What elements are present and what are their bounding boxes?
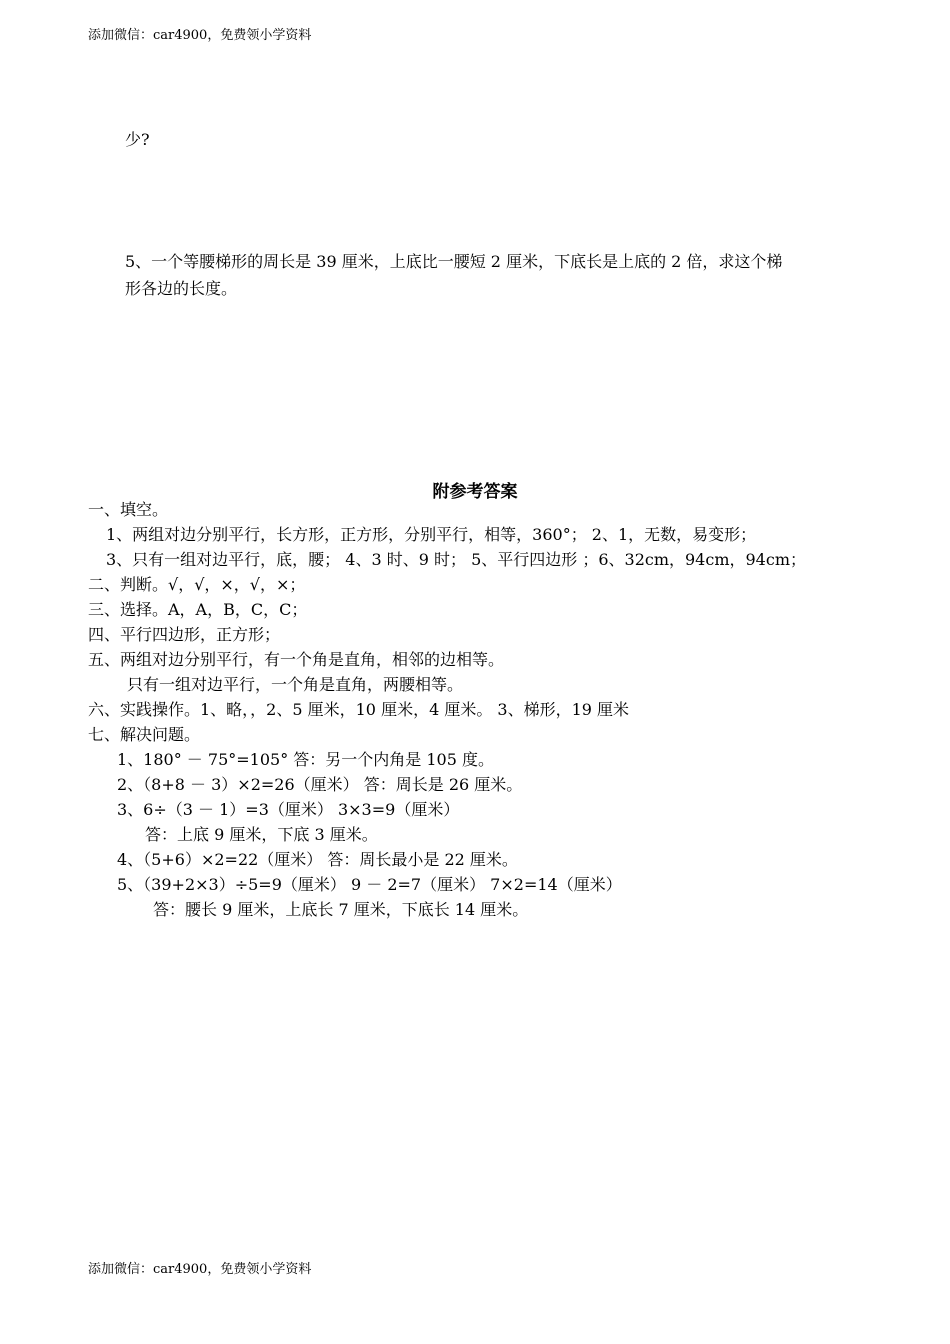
answer-line: 5、（39+2×3）÷5=9（厘米） 9 － 2=7（厘米） 7×2=14（厘米） bbox=[117, 875, 622, 894]
answer-line: 1、180° － 75°=105° 答：另一个内角是 105 度。 bbox=[117, 750, 494, 769]
page-footer: 添加微信：car4900，免费领小学资料 bbox=[88, 1262, 312, 1277]
answer-section-2: 二、判断。√，√，×，√，×； bbox=[88, 575, 306, 594]
question-tail: 少? bbox=[125, 130, 150, 149]
answer-line: 1、两组对边分别平行，长方形，正方形，分别平行，相等，360°； 2、1，无数，易变形； bbox=[106, 525, 757, 544]
answer-line: 答：上底 9 厘米，下底 3 厘米。 bbox=[145, 825, 378, 844]
answer-line: 4、（5+6）×2=22（厘米） 答：周长最小是 22 厘米。 bbox=[117, 850, 518, 869]
answer-line: 答：腰长 9 厘米，上底长 7 厘米，下底长 14 厘米。 bbox=[153, 900, 529, 919]
answer-section-3: 三、选择。A，A，B，C，C； bbox=[88, 600, 308, 619]
question-5-line-2: 形各边的长度。 bbox=[125, 279, 238, 298]
answer-section-7: 七、解决问题。 bbox=[88, 725, 201, 744]
answer-line: 3、只有一组对边平行，底，腰； 4、3 时、9 时； 5、平行四边形 ；6、32cm，94cm，94cm； bbox=[106, 550, 806, 569]
answer-section-6: 六、实践操作。1、略，，2、5 厘米，10 厘米，4 厘米。 3、梯形，19 厘米 bbox=[88, 700, 630, 719]
answer-section-4: 四、平行四边形，正方形； bbox=[88, 625, 281, 644]
question-5-line-1: 5、一个等腰梯形的周长是 39 厘米，上底比一腰短 2 厘米，下底长是上底的 2 倍，求这个梯 bbox=[125, 252, 783, 271]
answer-section-5: 五、两组对边分别平行，有一个角是直角，相邻的边相等。 bbox=[88, 650, 505, 669]
answer-line: 3、6÷（3 － 1）=3（厘米） 3×3=9（厘米） bbox=[117, 800, 460, 819]
answer-section-1: 一、填空。 bbox=[88, 500, 169, 519]
answer-line: 只有一组对边平行，一个角是直角，两腰相等。 bbox=[127, 675, 464, 694]
answer-line: 2、（8+8 － 3）×2=26（厘米） 答：周长是 26 厘米。 bbox=[117, 775, 523, 794]
page-header: 添加微信：car4900，免费领小学资料 bbox=[88, 28, 312, 43]
answers-title: 附参考答案 bbox=[432, 482, 518, 502]
